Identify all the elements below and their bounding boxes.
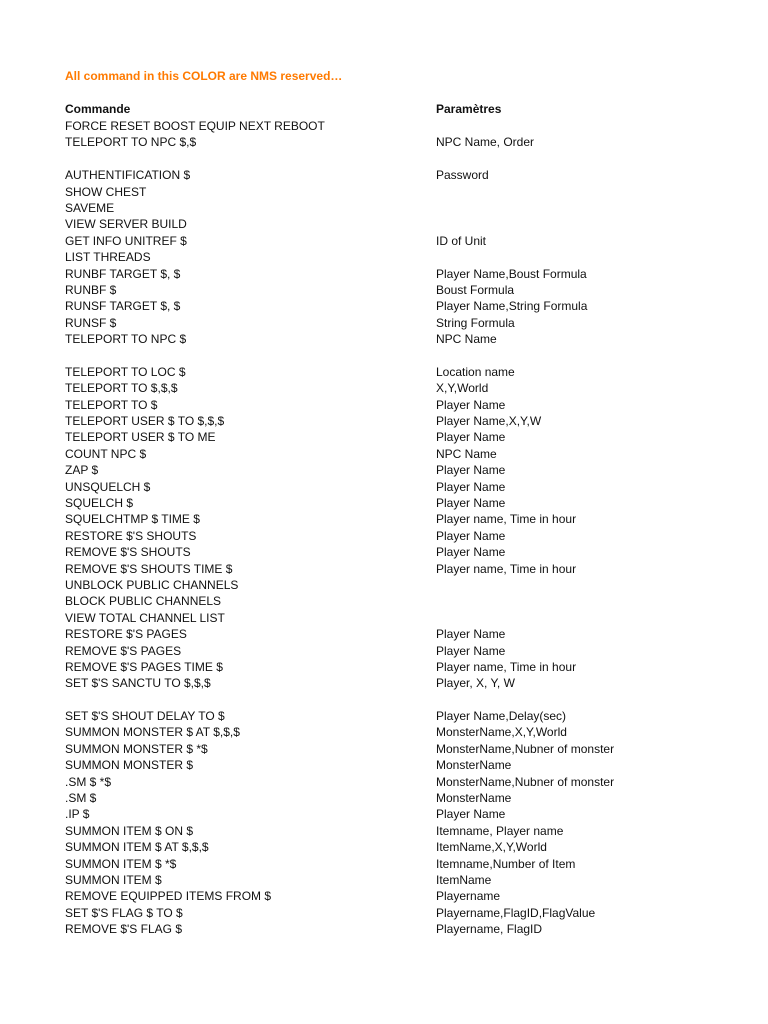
command-text: SET $'S SHOUT DELAY TO $ bbox=[65, 709, 225, 724]
command-row bbox=[0, 708, 768, 724]
command-row bbox=[0, 364, 768, 380]
command-text: SHOW CHEST bbox=[65, 184, 147, 199]
command-row bbox=[0, 872, 768, 888]
command-text: SUMMON MONSTER $ bbox=[65, 758, 194, 773]
parameter-text: NPC Name bbox=[436, 332, 497, 347]
command-text: REMOVE $'S PAGES bbox=[65, 643, 182, 658]
nms-reserved-notice: All command in this COLOR are NMS reserved… bbox=[65, 69, 343, 83]
command-row bbox=[0, 741, 768, 757]
command-text: .IP $ bbox=[65, 807, 90, 822]
command-row bbox=[0, 528, 768, 544]
command-text: TELEPORT TO $,$,$ bbox=[65, 381, 178, 396]
command-text: REMOVE EQUIPPED ITEMS FROM $ bbox=[65, 889, 272, 904]
command-row bbox=[0, 462, 768, 478]
command-row bbox=[0, 643, 768, 659]
command-row bbox=[0, 888, 768, 904]
parameter-text: Password bbox=[436, 168, 489, 183]
command-row bbox=[0, 905, 768, 921]
command-text: TELEPORT TO NPC $ bbox=[65, 332, 187, 347]
command-row bbox=[0, 495, 768, 511]
command-row bbox=[0, 856, 768, 872]
command-text: RUNSF TARGET $, $ bbox=[65, 299, 181, 314]
command-text: REMOVE $'S SHOUTS bbox=[65, 545, 191, 560]
command-row bbox=[0, 282, 768, 298]
parameter-text: Player Name,X,Y,W bbox=[436, 414, 542, 429]
command-text: RUNBF $ bbox=[65, 282, 117, 297]
command-text: TELEPORT USER $ TO $,$,$ bbox=[65, 414, 225, 429]
command-text: SET $'S FLAG $ TO $ bbox=[65, 905, 183, 920]
row-spacer bbox=[0, 347, 768, 363]
command-text: SUMMON ITEM $ AT $,$,$ bbox=[65, 840, 209, 855]
command-text: FORCE RESET BOOST EQUIP NEXT REBOOT bbox=[65, 119, 325, 133]
command-text: VIEW TOTAL CHANNEL LIST bbox=[65, 610, 225, 625]
parameter-text: Boust Formula bbox=[436, 282, 515, 297]
command-text: UNBLOCK PUBLIC CHANNELS bbox=[65, 577, 239, 592]
command-text: GET INFO UNITREF $ bbox=[65, 233, 187, 248]
parameter-text: ItemName bbox=[436, 872, 492, 887]
command-text: REMOVE $'S FLAG $ bbox=[65, 922, 182, 937]
parameter-text: Itemname,Number of Item bbox=[436, 856, 576, 871]
command-row bbox=[0, 134, 768, 150]
command-row bbox=[0, 249, 768, 265]
parameter-text: MonsterName bbox=[436, 791, 512, 806]
parameter-text: Location name bbox=[436, 364, 515, 379]
command-text: SUMMON ITEM $ ON $ bbox=[65, 823, 194, 838]
command-text: AUTHENTIFICATION $ bbox=[65, 168, 191, 183]
command-text: SQUELCH $ bbox=[65, 495, 134, 510]
parameter-text: MonsterName bbox=[436, 758, 512, 773]
command-text: SUMMON ITEM $ *$ bbox=[65, 856, 177, 871]
parameter-text: Itemname, Player name bbox=[436, 823, 564, 838]
command-text: SUMMON MONSTER $ AT $,$,$ bbox=[65, 725, 240, 740]
command-text: COUNT NPC $ bbox=[65, 446, 147, 461]
parameter-text: Player Name bbox=[436, 545, 506, 560]
parameter-text: Player Name,Delay(sec) bbox=[436, 709, 567, 724]
parameter-text: Playername,FlagID,FlagValue bbox=[436, 905, 596, 920]
command-row bbox=[0, 757, 768, 773]
parameter-text: String Formula bbox=[436, 315, 515, 330]
command-row bbox=[0, 397, 768, 413]
parameter-text: MonsterName,X,Y,World bbox=[436, 725, 567, 740]
command-row bbox=[0, 839, 768, 855]
command-row bbox=[0, 298, 768, 314]
parameter-text: Playername bbox=[436, 889, 501, 904]
command-text: SUMMON MONSTER $ *$ bbox=[65, 741, 208, 756]
command-row bbox=[0, 511, 768, 527]
command-row bbox=[0, 118, 768, 134]
command-row bbox=[0, 626, 768, 642]
command-row bbox=[0, 315, 768, 331]
command-row bbox=[0, 167, 768, 183]
row-spacer bbox=[0, 151, 768, 167]
command-row bbox=[0, 200, 768, 216]
command-text: UNSQUELCH $ bbox=[65, 479, 151, 494]
parameter-text: Player name, Time in hour bbox=[436, 561, 577, 576]
command-row bbox=[0, 561, 768, 577]
command-row bbox=[0, 413, 768, 429]
command-text: SUMMON ITEM $ bbox=[65, 872, 162, 887]
parameter-text: X,Y,World bbox=[436, 381, 489, 396]
command-text: LIST THREADS bbox=[65, 250, 151, 265]
parameter-text: Player Name,String Formula bbox=[436, 299, 588, 314]
parameter-text: Playername, FlagID bbox=[436, 922, 543, 937]
command-text: .SM $ bbox=[65, 791, 97, 806]
command-row bbox=[0, 233, 768, 249]
command-text: TELEPORT TO LOC $ bbox=[65, 364, 186, 379]
parameter-text: ItemName,X,Y,World bbox=[436, 840, 547, 855]
table-header bbox=[0, 102, 768, 118]
command-row bbox=[0, 806, 768, 822]
command-row bbox=[0, 921, 768, 937]
command-row bbox=[0, 610, 768, 626]
command-text: RUNSF $ bbox=[65, 315, 117, 330]
parameter-text: NPC Name, Order bbox=[436, 135, 535, 150]
command-text: SQUELCHTMP $ TIME $ bbox=[65, 512, 200, 527]
command-row bbox=[0, 774, 768, 790]
command-text: TELEPORT TO NPC $,$ bbox=[65, 135, 197, 150]
parameter-text: Player name, Time in hour bbox=[436, 659, 577, 674]
command-row bbox=[0, 479, 768, 495]
parameter-text: Player Name bbox=[436, 397, 506, 412]
command-text: SET $'S SANCTU TO $,$,$ bbox=[65, 676, 211, 691]
command-row bbox=[0, 823, 768, 839]
command-row bbox=[0, 593, 768, 609]
command-row bbox=[0, 429, 768, 445]
command-text: REMOVE $'S PAGES TIME $ bbox=[65, 659, 223, 674]
command-text: RESTORE $'S PAGES bbox=[65, 627, 187, 642]
command-text: RUNBF TARGET $, $ bbox=[65, 266, 181, 281]
command-row bbox=[0, 266, 768, 282]
parameter-text: Player name, Time in hour bbox=[436, 512, 577, 527]
command-row bbox=[0, 446, 768, 462]
row-spacer bbox=[0, 692, 768, 708]
command-text: .SM $ *$ bbox=[65, 774, 112, 789]
command-row bbox=[0, 577, 768, 593]
parameter-text: Player Name bbox=[436, 430, 506, 445]
command-row bbox=[0, 675, 768, 691]
parameter-text: Player Name bbox=[436, 627, 506, 642]
command-text: RESTORE $'S SHOUTS bbox=[65, 528, 197, 543]
command-row bbox=[0, 544, 768, 560]
command-text: VIEW SERVER BUILD bbox=[65, 217, 187, 232]
parameter-text: Player, X, Y, W bbox=[436, 676, 515, 691]
command-row bbox=[0, 331, 768, 347]
parameter-text: MonsterName,Nubner of monster bbox=[436, 741, 615, 756]
parameter-text: Player Name bbox=[436, 528, 506, 543]
command-text: REMOVE $'S SHOUTS TIME $ bbox=[65, 561, 233, 576]
parameter-text: ID of Unit bbox=[436, 233, 487, 248]
command-row bbox=[0, 216, 768, 232]
parameter-text: Player Name bbox=[436, 495, 506, 510]
command-text: SAVEME bbox=[65, 200, 115, 215]
command-row bbox=[0, 790, 768, 806]
command-row bbox=[0, 659, 768, 675]
command-text: ZAP $ bbox=[65, 463, 99, 478]
command-text: TELEPORT USER $ TO ME bbox=[65, 430, 216, 445]
command-list bbox=[0, 118, 768, 938]
command-row bbox=[0, 184, 768, 200]
command-text: TELEPORT TO $ bbox=[65, 397, 158, 412]
parameter-text: NPC Name bbox=[436, 446, 497, 461]
params-column-header: Paramètres bbox=[436, 102, 502, 116]
command-row bbox=[0, 724, 768, 740]
parameter-text: Player Name,Boust Formula bbox=[436, 266, 587, 281]
command-text: BLOCK PUBLIC CHANNELS bbox=[65, 594, 222, 609]
parameter-text: MonsterName,Nubner of monster bbox=[436, 774, 615, 789]
command-column-header: Commande bbox=[65, 102, 131, 116]
parameter-text: Player Name bbox=[436, 479, 506, 494]
command-row bbox=[0, 380, 768, 396]
parameter-text: Player Name bbox=[436, 463, 506, 478]
parameter-text: Player Name bbox=[436, 643, 506, 658]
parameter-text: Player Name bbox=[436, 807, 506, 822]
